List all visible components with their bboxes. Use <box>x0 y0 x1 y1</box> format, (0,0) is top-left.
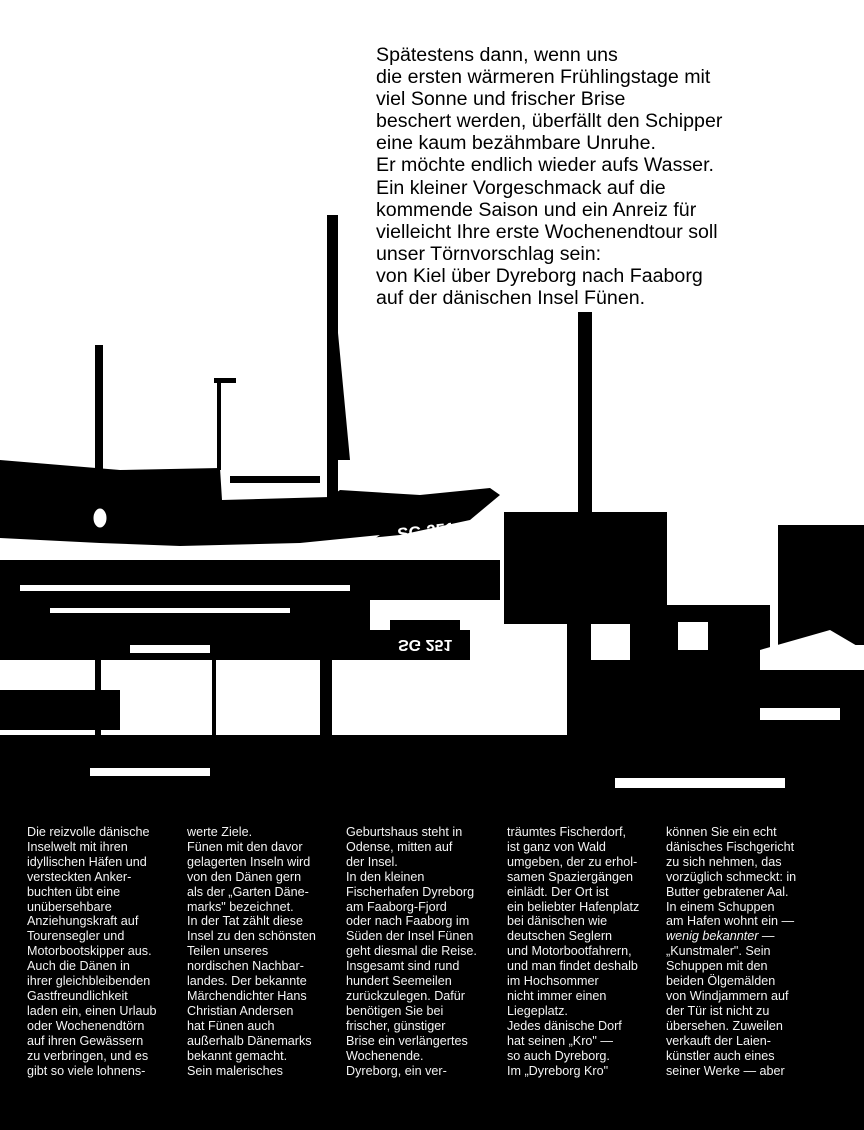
text-column-4 <box>507 825 667 1078</box>
column-line: benötigen Sie bei <box>346 1003 444 1018</box>
column-line: außerhalb Dänemarks <box>187 1033 312 1048</box>
column-line: zu sich nehmen, das <box>666 854 782 869</box>
column-line: Wochenende. <box>346 1048 424 1063</box>
column-line: übersehen. Zuweilen <box>666 1018 783 1033</box>
column-line: Motorbootskipper aus. <box>27 944 152 959</box>
column-line: nicht immer einen <box>507 988 607 1003</box>
column-line: „Kunstmaler". Sein <box>666 944 771 959</box>
column-line: geht diesmal die Reise. <box>346 944 477 959</box>
column-line: dänisches Fischgericht <box>666 839 795 854</box>
column-line: Christian Andersen <box>187 1003 294 1018</box>
column-line: Butter gebratener Aal. <box>666 884 789 899</box>
column-line: zurückzulegen. Dafür <box>346 988 466 1003</box>
column-line: hundert Seemeilen <box>346 974 452 989</box>
column-line: zu verbringen, und es <box>27 1048 149 1063</box>
column-line: von den Dänen gern <box>187 869 302 884</box>
column-line: frischer, günstiger <box>346 1018 446 1033</box>
column-line: bekannt gemacht. <box>187 1048 288 1063</box>
column-line: einlädt. Der Ort ist <box>507 884 609 899</box>
column-line: am Hafen wohnt ein — <box>666 914 795 929</box>
column-line: Anziehungskraft auf <box>27 914 139 929</box>
column-line: Inselwelt mit ihren <box>27 839 128 854</box>
column-line: seiner Werke — aber <box>666 1063 785 1078</box>
column-line: Märchendichter Hans <box>187 988 307 1003</box>
column-line: Insel zu den schönsten <box>187 929 316 944</box>
column-line: Jedes dänische Dorf <box>507 1018 622 1033</box>
column-line: der Tür ist nicht zu <box>666 1003 770 1018</box>
text-column-3 <box>346 825 506 1078</box>
column-line: In einem Schuppen <box>666 899 775 914</box>
column-line: oder nach Faaborg im <box>346 914 470 929</box>
intro-line: kommende Saison und ein Anreiz für <box>376 198 697 221</box>
intro-line: Spätestens dann, wenn uns <box>376 44 618 66</box>
column-line: künstler auch eines <box>666 1048 775 1063</box>
text-column-2 <box>187 825 347 1078</box>
column-line: bei dänischen wie <box>507 914 608 929</box>
column-line: Insgesamt sind rund <box>346 959 460 974</box>
intro-line: beschert werden, überfällt den Schipper <box>376 110 723 133</box>
column-line: und man findet deshalb <box>507 959 638 974</box>
column-line: und Motorbootfahrern, <box>507 944 632 959</box>
column-line: Sein malerisches <box>187 1063 283 1078</box>
column-line: gelagerten Inseln wird <box>187 854 311 869</box>
column-line: landes. Der bekannte <box>187 974 307 989</box>
column-line: In den kleinen <box>346 869 425 884</box>
column-line: als der „Garten Däne- <box>187 884 309 899</box>
intro-line: viel Sonne und frischer Brise <box>376 88 626 111</box>
column-line: Tourensegler und <box>27 929 125 944</box>
column-line: buchten übt eine <box>27 884 121 899</box>
column-line: Auch die Dänen in <box>27 959 130 974</box>
column-line: hat Fünen auch <box>187 1018 275 1033</box>
column-line: Odense, mitten auf <box>346 839 453 854</box>
column-line: hat seinen „Kro" — <box>507 1033 613 1048</box>
column-line: deutschen Seglern <box>507 929 613 944</box>
column-line: Fischerhafen Dyreborg <box>346 884 475 899</box>
column-line: Geburtshaus steht in <box>346 825 463 839</box>
column-line: wenig bekannter — <box>666 929 775 944</box>
column-line: auf ihren Gewässern <box>27 1033 144 1048</box>
intro-line: vielleicht Ihre erste Wochenendtour soll <box>376 220 718 243</box>
column-line: versteckten Anker- <box>27 869 132 884</box>
column-line: ein beliebter Hafenplatz <box>507 899 640 914</box>
column-line: samen Spaziergängen <box>507 869 634 884</box>
intro-line: Ein kleiner Vorgeschmack auf die <box>376 176 666 199</box>
column-line: ist ganz von Wald <box>507 839 606 854</box>
column-line: unübersehbare <box>27 899 112 914</box>
column-line: so auch Dyreborg. <box>507 1048 610 1063</box>
column-line: Dyreborg, ein ver- <box>346 1063 447 1078</box>
intro-line: von Kiel über Dyreborg nach Faaborg <box>376 264 703 287</box>
intro-line: die ersten wärmeren Frühlingstage mit <box>376 66 711 89</box>
intro-line: Er möchte endlich wieder aufs Wasser. <box>376 154 714 177</box>
column-line: verkauft der Laien- <box>666 1033 772 1048</box>
intro-line: unser Törnvorschlag sein: <box>376 242 602 265</box>
column-line: marks" bezeichnet. <box>187 899 294 914</box>
column-line: umgeben, der zu erhol- <box>507 854 638 869</box>
column-line: Liegeplatz. <box>507 1003 568 1018</box>
column-line: ihrer gleichbleibenden <box>27 974 151 989</box>
intro-text <box>376 44 846 309</box>
column-line: Im „Dyreborg Kro" <box>507 1063 609 1078</box>
column-line: beiden Ölgemälden <box>666 974 776 989</box>
column-line: oder Wochenendtörn <box>27 1018 145 1033</box>
column-line: Süden der Insel Fünen <box>346 929 474 944</box>
column-line: werte Ziele. <box>187 825 253 839</box>
intro-line: auf der dänischen Insel Fünen. <box>376 287 646 310</box>
column-line: In der Tat zählt diese <box>187 914 303 929</box>
column-line: können Sie ein echt <box>666 825 777 839</box>
column-line: im Hochsommer <box>507 974 599 989</box>
column-line: träumtes Fischerdorf, <box>507 825 626 839</box>
column-line: Fünen mit den davor <box>187 839 303 854</box>
column-line: nordischen Nachbar- <box>187 959 304 974</box>
column-line: idyllischen Häfen und <box>27 854 147 869</box>
column-line: Die reizvolle dänische <box>27 825 150 839</box>
column-line: vorzüglich schmeckt: in <box>666 869 797 884</box>
text-column-5 <box>666 825 826 1078</box>
column-line: am Faaborg-Fjord <box>346 899 447 914</box>
column-line: Schuppen mit den <box>666 959 768 974</box>
column-line: Brise ein verlängertes <box>346 1033 468 1048</box>
intro-line: eine kaum bezähmbare Unruhe. <box>376 132 656 155</box>
reflection-registration: SG 251 <box>398 636 453 653</box>
column-line: der Insel. <box>346 854 398 869</box>
column-line: von Windjammern auf <box>666 988 789 1003</box>
column-line: Gastfreundlichkeit <box>27 988 128 1003</box>
boat-registration: SG 251 <box>396 519 456 544</box>
column-line: laden ein, einen Urlaub <box>27 1003 157 1018</box>
column-line: gibt so viele lohnens- <box>27 1063 146 1078</box>
column-line: Teilen unseres <box>187 944 269 959</box>
text-column-1 <box>27 825 187 1078</box>
